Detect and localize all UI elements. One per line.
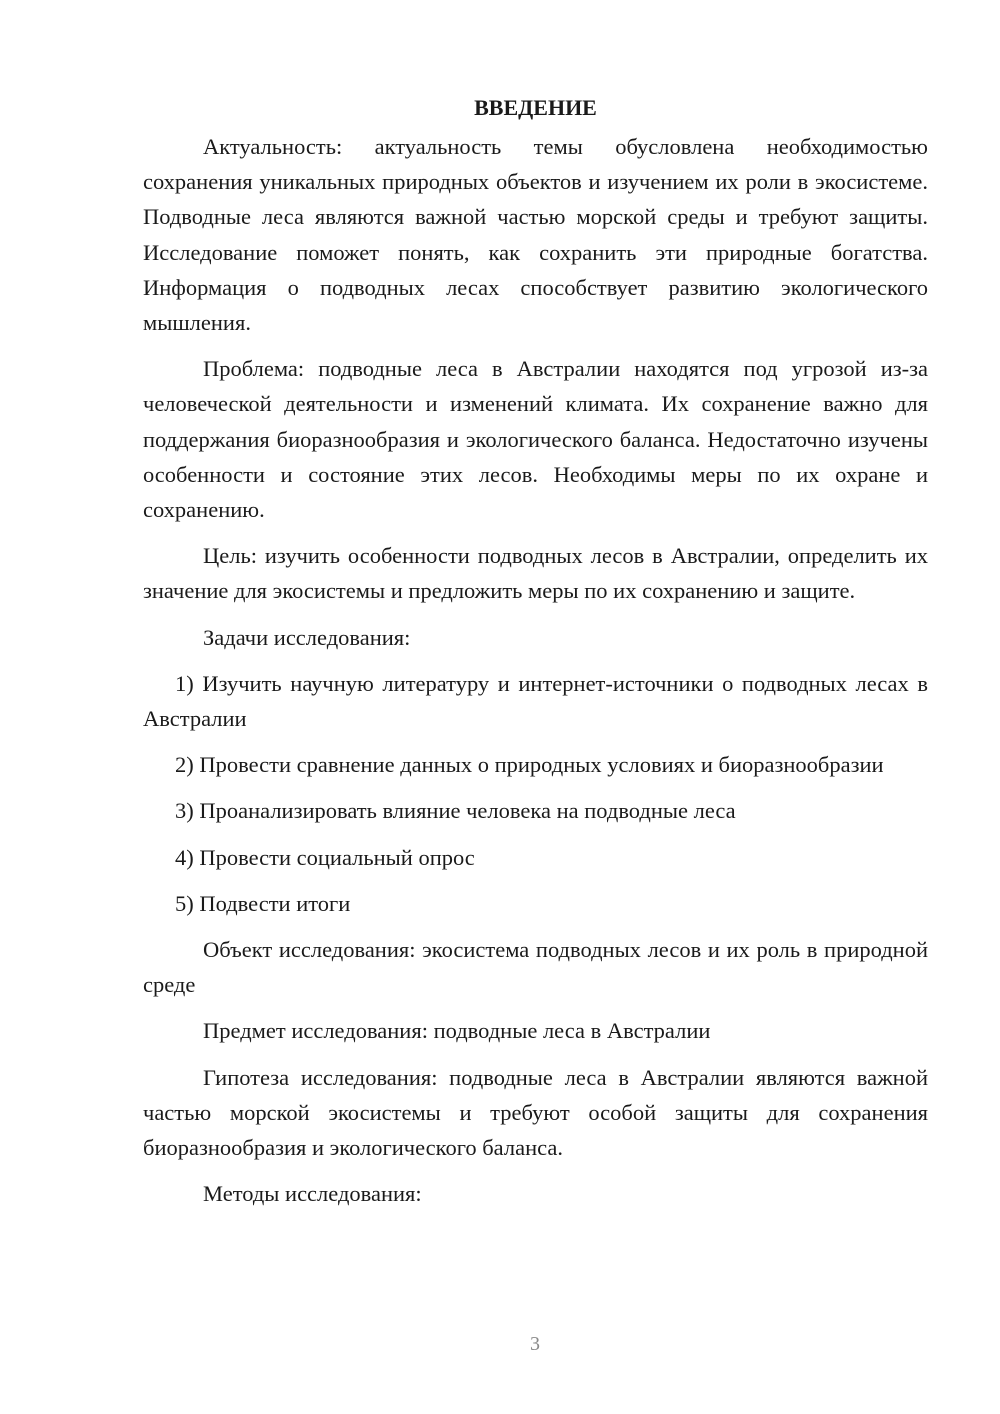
task-item-2: 2) Провести сравнение данных о природных условиях и биоразнообразии [175,752,884,778]
hypothesis-paragraph: Гипотеза исследования: подводные леса в Австралии являются важной частью морской экосистемы и требуют особой защиты для сохранения биоразнообразия и экологического баланса. [143,1064,928,1161]
goal-paragraph: Цель: изучить особенности подводных лесов в Австралии, определить их значение для экосистемы и предложить меры по их сохранению и защите. [143,543,928,604]
task-item-4: 4) Провести социальный опрос [175,844,475,870]
tasks-heading: Задачи исследования: [203,624,411,650]
task-item-3: 3) Проанализировать влияние человека на подводные леса [175,798,736,824]
task-item-5: 5) Подвести итоги [175,890,351,916]
page-number: 3 [530,1333,540,1355]
document-page [143,93,928,1222]
object-paragraph: Объект исследования: экосистема подводных лесов и их роль в природной среде [143,937,928,998]
section-title: ВВЕДЕНИЕ [474,95,597,120]
task-item-1: 1) Изучить научную литературу и интернет-источники о подводных лесах в Австралии [143,670,928,732]
methods-heading: Методы исследования: [203,1181,422,1207]
subject-paragraph: Предмет исследования: подводные леса в Австралии [203,1018,711,1044]
problem-paragraph: Проблема: подводные леса в Австралии находятся под угрозой из-за человеческой деятельности и изменений климата. Их сохранение важно для поддержания биоразнообразия и экологического баланса. Недостаточно изучены особенности и состояние этих лесов. Необходимы меры по их охране и сохранению. [143,356,928,523]
relevance-paragraph: Актуальность: актуальность темы обусловлена необходимостью сохранения уникальных природных объектов и изучением их роли в экосистеме. Подводные леса являются важной частью морской среды и требуют защиты. Исследование поможет понять, как сохранить эти природные богатства. Информация о подводных лесах способствует развитию экологического мышления. [143,134,928,336]
